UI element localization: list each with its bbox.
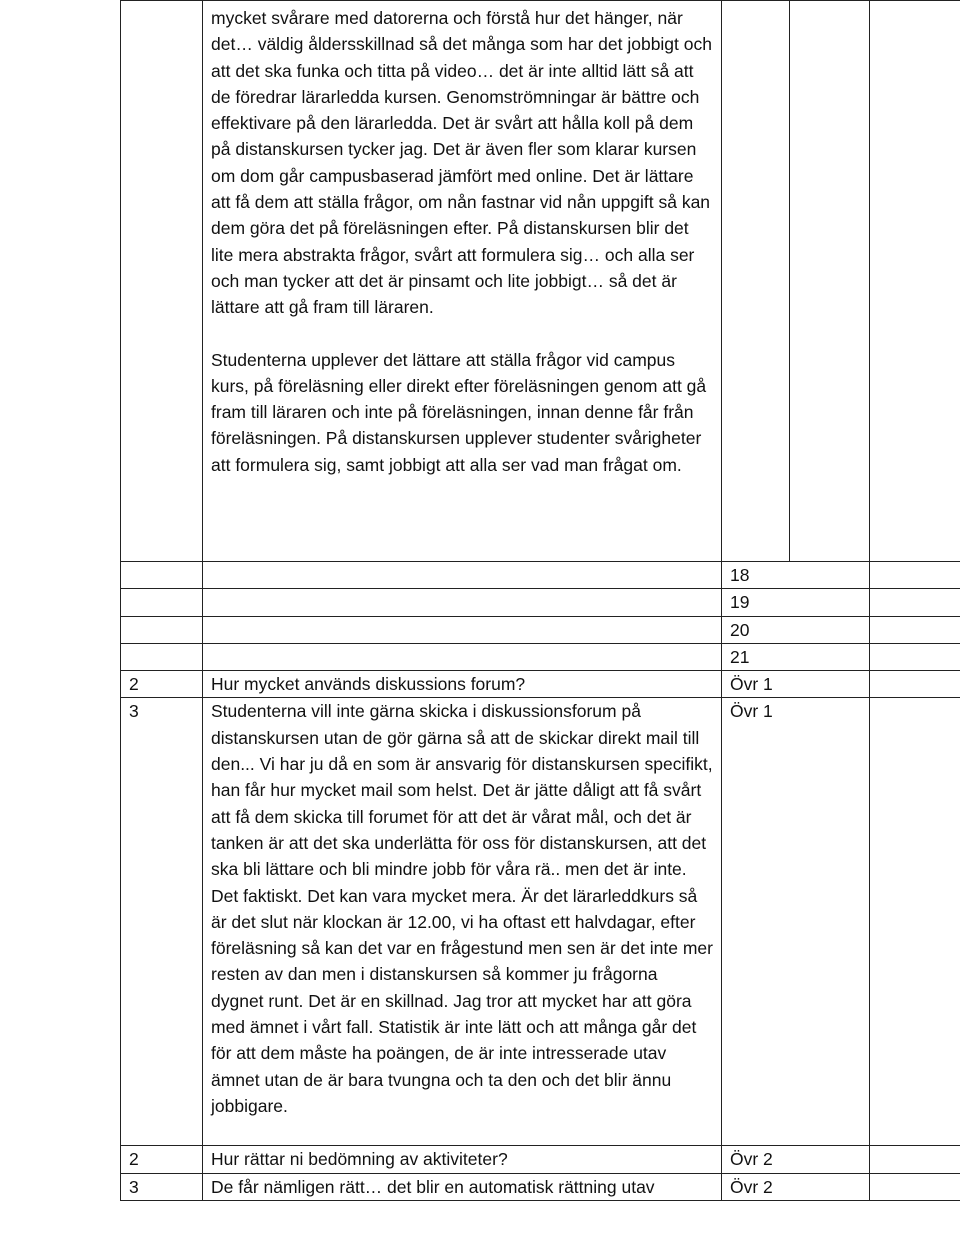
answer-text: De får nämligen rätt… det blir en automatisk rättning utav <box>203 1173 722 1200</box>
answer-paragraph: mycket svårare med datorerna och förstå hur det hänger, när det… väldig åldersskillnad så det många som har det jobbigt och att det ska funka och titta på video… det är inte alltid lätt så att de föredrar lärarledda kursen. Genomströmningar är bättre och effektivare på den lärarledda. Det är svårt att hålla koll på dem på distanskursen tycker jag. Det är även fler som klarar kursen om dom går campusbaserad jämfört med online. Det är lättare att få dem att ställa frågor, om nån fastnar vid nån uppgift så kan dem göra det på föreläsningen efter. På distanskursen blir det lite mera abstrakta frågor, svårt att formulera sig… och alla ser och man tycker att det är pinsamt och lite jobbigt… så det är lättare att gå fram till läraren. <box>211 8 712 318</box>
summary-paragraph: Studenterna upplever det lättare att ställa frågor vid campus kurs, på föreläsning eller direkt efter föreläsningen genom att gå fram till läraren och inte på föreläsningen, innan denne får från föreläsningen. På distanskursen upplever studenter svårigheter att formulera sig, samt jobbigt att alla ser vad man frågat om. <box>211 349 707 475</box>
text-cell <box>203 1 722 562</box>
empty-cell <box>870 1 960 562</box>
interview-table <box>120 0 960 1201</box>
code-cell: Övr 2 <box>722 1173 870 1200</box>
num-cell: 3 <box>121 698 203 1146</box>
empty-cell <box>790 1 870 562</box>
code-cell <box>722 1 790 562</box>
num-cell <box>121 1 203 562</box>
question-text: Hur mycket används diskussions forum? <box>203 671 722 698</box>
line-number: 18 <box>722 562 870 589</box>
question-text: Hur rättar ni bedömning av aktiviteter? <box>203 1146 722 1173</box>
table-row <box>121 643 960 670</box>
line-number: 21 <box>722 643 870 670</box>
code-cell: Övr 1 <box>722 698 870 1146</box>
num-cell: 3 <box>121 1173 203 1200</box>
table-row <box>121 1146 960 1173</box>
table-row <box>121 589 960 616</box>
table-row <box>121 698 960 1146</box>
code-cell: Övr 1 <box>722 671 870 698</box>
line-number: 20 <box>722 616 870 643</box>
num-cell: 2 <box>121 671 203 698</box>
table-row <box>121 1173 960 1200</box>
line-number: 19 <box>722 589 870 616</box>
table-row <box>121 616 960 643</box>
table-row <box>121 1 960 562</box>
num-cell: 2 <box>121 1146 203 1173</box>
table-row <box>121 562 960 589</box>
code-cell: Övr 2 <box>722 1146 870 1173</box>
answer-text: Studenterna vill inte gärna skicka i diskussionsforum på distanskursen utan de gör gärna så att de skickar direkt mail till den... Vi har ju då en som är ansvarig för distanskursen specifikt, han får hur mycket mail som helst. Det är jätte dåligt att få svårt att få dem skicka till forumet för att det är vårat mål, och det är tanken är att det ska underlätta för oss för distanskursen, att det ska bli lättare och bli mindre jobb för våra rä.. men det är inte. Det faktiskt. Det kan vara mycket mera. Är det lärarleddkurs så är det slut när klockan är 12.00, vi ha oftast ett halvdagar, efter föreläsning så kan det var en frågestund men sen är det inte mer resten av dan men i distanskursen så kommer ju frågorna dygnet runt. Det är en skillnad. Jag tror att mycket har att göra med ämnet i vårt fall. Statistik är inte lätt och att många går det för att dem måste ha poängen, de är inte intresserade utav ämnet utan de är bara tvungna och ta den och det blir ännu jobbigare. <box>203 698 722 1146</box>
table-row <box>121 671 960 698</box>
